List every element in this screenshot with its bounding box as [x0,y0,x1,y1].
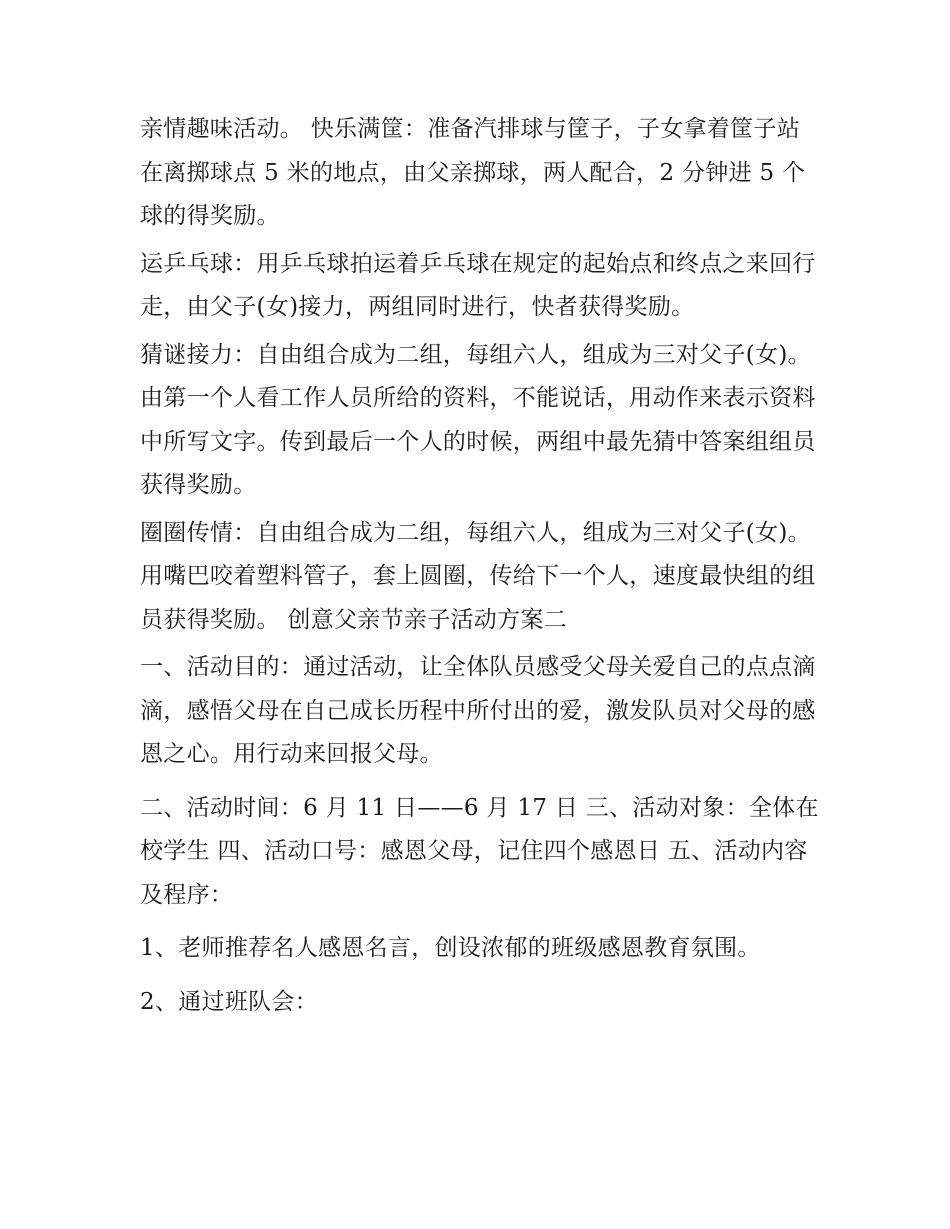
paragraph-activity-purpose: 一、活动目的：通过活动，让全体队员感受父母关爱自己的点点滴滴，感悟父母在自己成长历程中所付出的爱，激发队员对父母的感恩之心。用行动来回报父母。 [140,654,816,767]
paragraph-parent-child-games: 亲情趣味活动。 快乐满筐：准备汽排球与筐子，子女拿着筐子站在离掷球点 5 米的地点，由父亲掷球，两人配合，2 分钟进 5 个球的得奖励。 [140,116,806,229]
paragraph-step-2: 2、通过班队会： [140,988,319,1015]
document-body [140,108,820,1028]
paragraph-step-1: 1、老师推荐名人感恩名言，创设浓郁的班级感恩教育氛围。 [140,935,761,961]
paragraph-activity-time: 二、活动时间：6 月 11 日——6 月 17 日 三、活动对象：全体在校学生 四、活动口号：感恩父母，记住四个感恩日 五、活动内容及程序： [140,794,819,908]
paragraph-ping-pong-relay: 运乒乓球：用乒乓球拍运着乒乓球在规定的起始点和终点之来回行走，由父子(女)接力，两组同时进行，快者获得奖励。 [140,250,816,320]
paragraph-ring-passing: 圈圈传情：自由组合成为二组，每组六人，组成为三对父子(女)。用嘴巴咬着塑料管子，套上圆圈，传给下一个人，速度最快组的组员获得奖励。 创意父亲节亲子活动方案二 [140,519,816,633]
paragraph-charades-relay: 猜谜接力：自由组合成为二组，每组六人，组成为三对父子(女)。由第一个人看工作人员所给的资料，不能说话，用动作来表示资料中所写文字。传到最后一个人的时候，两组中最先猜中答案组组员获得奖励。 [140,341,816,498]
